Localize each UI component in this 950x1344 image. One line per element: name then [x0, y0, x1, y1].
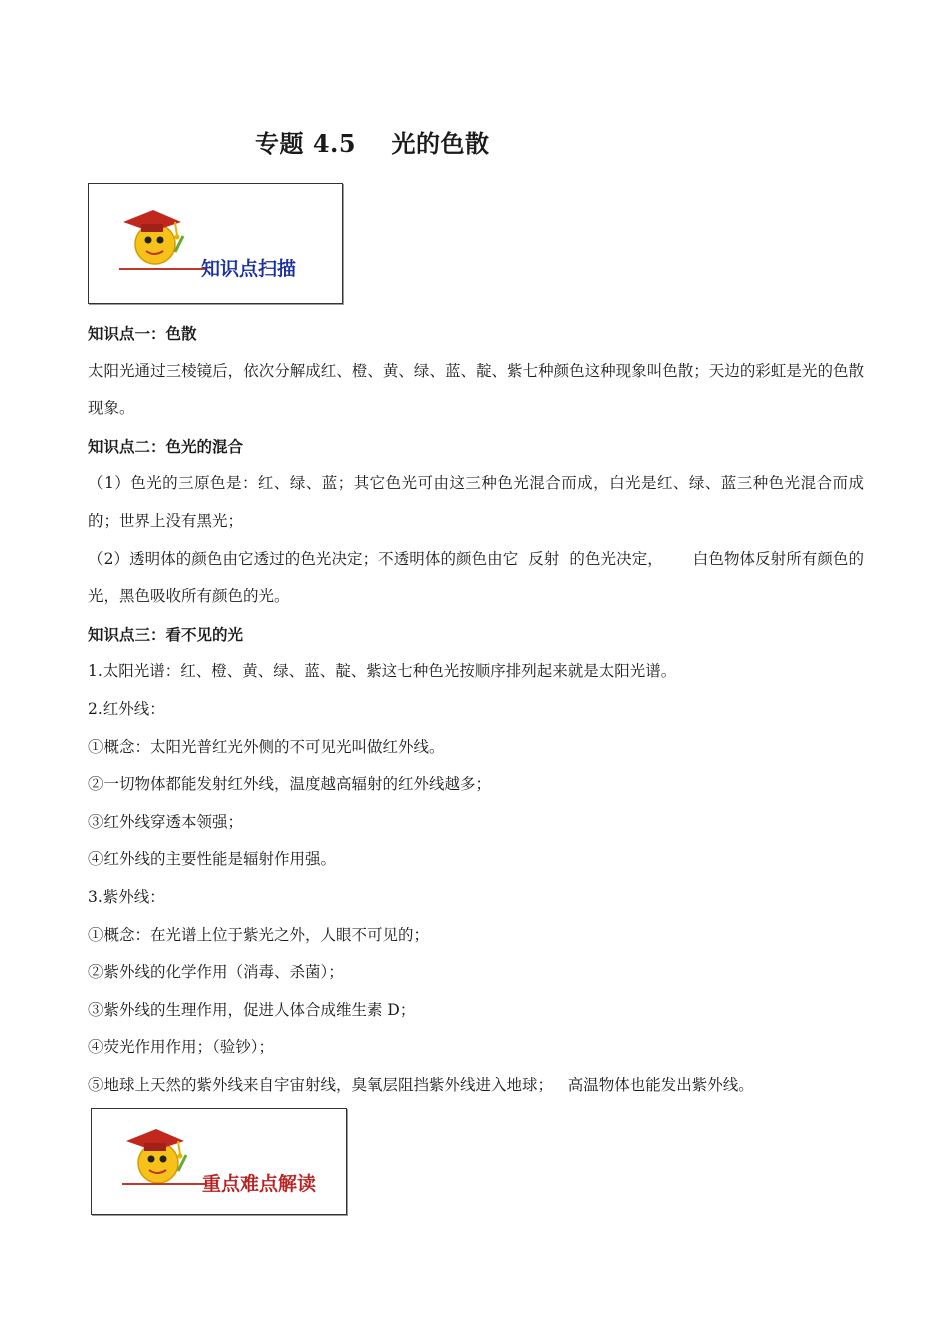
banner-label: 知识点扫描: [201, 258, 297, 280]
section-heading: 知识点三：看不见的光: [88, 624, 244, 644]
paragraph: ④荧光作用作用；（验钞）；: [88, 1038, 275, 1057]
banner-underline: [122, 1183, 206, 1185]
paragraph: （2）透明体的颜色由它透过的色光决定；不透明体的颜色由它 反射 的色光决定， 白色物体反射所有颜色的光，黑色吸收所有颜色的光。: [88, 549, 864, 606]
paragraph: （1）色光的三原色是：红、绿、蓝；其它色光可由这三种色光混合而成，白光是红、绿、蓝三种色光混合而成的；世界上没有黑光；: [88, 474, 864, 530]
paragraph: 3.紫外线：: [88, 887, 165, 906]
paragraph: ③红外线穿透本领强；: [88, 812, 244, 831]
content-body: [88, 315, 864, 1104]
paragraph: ②一切物体都能发射红外线，温度越高辐射的红外线越多；: [88, 775, 492, 794]
paragraph: 2.红外线：: [88, 699, 165, 718]
knowledge-scan-banner: [88, 183, 343, 304]
paragraph: ③紫外线的生理作用，促进人体合成维生素 D；: [88, 1000, 416, 1019]
banner-label: 重点难点解读: [202, 1173, 317, 1195]
paragraph: 太阳光通过三棱镜后，依次分解成红、橙、黄、绿、蓝、靛、紫七种颜色这种现象叫色散；天边的彩虹是光的色散现象。: [88, 361, 864, 418]
key-points-banner: [91, 1108, 347, 1215]
section-heading: 知识点二：色光的混合: [88, 436, 244, 456]
paragraph: ⑤地球上天然的紫外线来自宇宙射线，臭氧层阻挡紫外线进入地球； 高温物体也能发出紫外线。: [88, 1075, 754, 1094]
paragraph: ②紫外线的化学作用（消毒、杀菌）；: [88, 963, 344, 982]
section-heading: 知识点一：色散: [88, 324, 197, 343]
graduate-mascot-icon: [117, 200, 185, 272]
banner-underline: [119, 268, 207, 270]
paragraph: 1.太阳光谱：红、橙、黄、绿、蓝、靛、紫这七种色光按顺序排列起来就是太阳光谱。: [88, 662, 677, 681]
paragraph: ①概念：在光谱上位于紫光之外，人眼不可见的；: [88, 925, 430, 944]
paragraph: ④红外线的主要性能是辐射作用强。: [88, 850, 337, 869]
graduate-mascot-icon: [120, 1119, 188, 1191]
page-title: 专题 4.5 光的色散: [255, 129, 490, 158]
paragraph: ①概念：太阳光普红光外侧的不可见光叫做红外线。: [88, 737, 445, 756]
